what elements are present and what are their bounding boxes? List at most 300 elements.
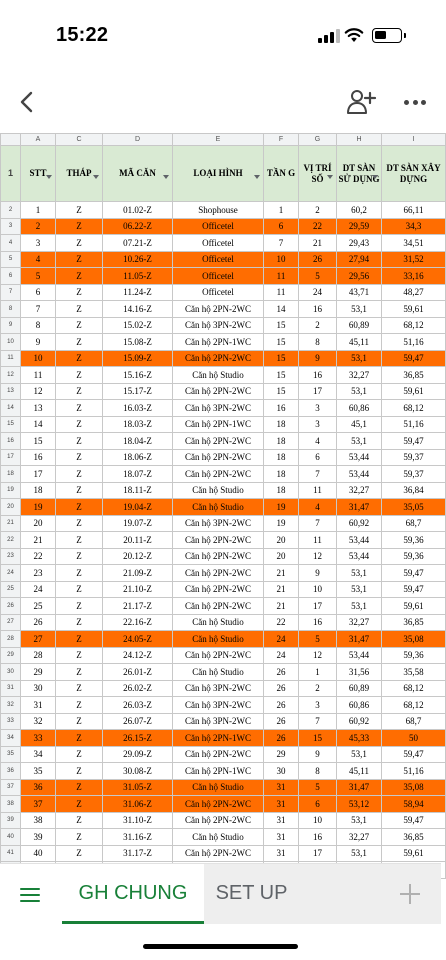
table-cell[interactable]: Z: [56, 367, 103, 384]
table-cell[interactable]: Căn hộ Studio: [173, 614, 264, 631]
row-number[interactable]: 25: [1, 581, 21, 598]
table-cell[interactable]: Căn hộ Studio: [173, 779, 264, 796]
table-cell[interactable]: Z: [56, 598, 103, 615]
column-letter[interactable]: H: [337, 134, 382, 146]
table-cell[interactable]: 43,71: [337, 284, 382, 301]
table-cell[interactable]: 18: [264, 466, 299, 483]
table-cell[interactable]: Căn hộ 2PN-2WC: [173, 548, 264, 565]
table-cell[interactable]: 8: [299, 334, 337, 351]
table-cell[interactable]: 26: [264, 664, 299, 681]
table-cell[interactable]: 3: [299, 697, 337, 714]
table-cell[interactable]: Z: [56, 565, 103, 582]
table-cell[interactable]: 7: [21, 301, 56, 318]
table-cell[interactable]: 29,56: [337, 268, 382, 285]
table-cell[interactable]: 60,92: [337, 713, 382, 730]
table-cell[interactable]: 35,58: [382, 664, 446, 681]
spreadsheet-grid[interactable]: [0, 133, 441, 863]
table-cell[interactable]: 26: [299, 251, 337, 268]
table-cell[interactable]: 60,86: [337, 400, 382, 417]
table-cell[interactable]: 59,36: [382, 548, 446, 565]
table-cell[interactable]: 68,12: [382, 400, 446, 417]
table-cell[interactable]: 59,37: [382, 449, 446, 466]
table-cell[interactable]: Căn hộ Studio: [173, 367, 264, 384]
table-cell[interactable]: 31,47: [337, 499, 382, 516]
table-cell[interactable]: 26.02-Z: [103, 680, 173, 697]
row-number[interactable]: 5: [1, 251, 21, 268]
table-cell[interactable]: 35,05: [382, 499, 446, 516]
table-cell[interactable]: 4: [299, 433, 337, 450]
table-cell[interactable]: 53,1: [337, 433, 382, 450]
table-cell[interactable]: 16: [21, 449, 56, 466]
table-cell[interactable]: 21.10-Z: [103, 581, 173, 598]
table-cell[interactable]: Z: [56, 532, 103, 549]
column-letter[interactable]: F: [264, 134, 299, 146]
table-cell[interactable]: 35: [21, 763, 56, 780]
table-cell[interactable]: 26: [264, 680, 299, 697]
table-cell[interactable]: 06.22-Z: [103, 218, 173, 235]
table-cell[interactable]: Căn hộ 2PN-2WC: [173, 581, 264, 598]
table-cell[interactable]: 68,12: [382, 697, 446, 714]
column-letter[interactable]: D: [103, 134, 173, 146]
table-cell[interactable]: 24.05-Z: [103, 631, 173, 648]
sheets-list-icon[interactable]: [20, 888, 40, 902]
table-cell[interactable]: 7: [299, 515, 337, 532]
row-number[interactable]: 12: [1, 367, 21, 384]
row-number[interactable]: 31: [1, 680, 21, 697]
table-cell[interactable]: 59,61: [382, 301, 446, 318]
row-number[interactable]: 34: [1, 730, 21, 747]
table-cell[interactable]: 66,11: [382, 202, 446, 219]
table-cell[interactable]: 7: [264, 235, 299, 252]
table-cell[interactable]: 16: [299, 367, 337, 384]
table-cell[interactable]: 22: [299, 218, 337, 235]
filter-dropdown-icon[interactable]: [46, 175, 52, 179]
table-cell[interactable]: 59,47: [382, 350, 446, 367]
table-cell[interactable]: 51,16: [382, 763, 446, 780]
table-cell[interactable]: 53,1: [337, 812, 382, 829]
table-cell[interactable]: 16: [299, 614, 337, 631]
table-cell[interactable]: 31: [264, 845, 299, 862]
table-cell[interactable]: 29,59: [337, 218, 382, 235]
row-number[interactable]: 24: [1, 565, 21, 582]
table-cell[interactable]: 8: [299, 763, 337, 780]
table-cell[interactable]: 15.17-Z: [103, 383, 173, 400]
table-cell[interactable]: Căn hộ 2PN-2WC: [173, 746, 264, 763]
table-cell[interactable]: Căn hộ Studio: [173, 482, 264, 499]
header-cell-dt-su-dung[interactable]: DT SÀN SỬ DỤNG: [337, 146, 382, 202]
header-cell-vi-tri[interactable]: VỊ TRÍ SỐ: [299, 146, 337, 202]
table-cell[interactable]: 31: [21, 697, 56, 714]
table-cell[interactable]: 21.09-Z: [103, 565, 173, 582]
table-cell[interactable]: 59,47: [382, 433, 446, 450]
row-number[interactable]: 33: [1, 713, 21, 730]
table-cell[interactable]: 53,12: [337, 796, 382, 813]
table-cell[interactable]: 6: [21, 284, 56, 301]
table-cell[interactable]: 5: [299, 779, 337, 796]
table-cell[interactable]: Z: [56, 647, 103, 664]
table-cell[interactable]: 25: [21, 598, 56, 615]
table-cell[interactable]: 10: [299, 812, 337, 829]
table-cell[interactable]: 15: [299, 730, 337, 747]
table-cell[interactable]: 68,12: [382, 680, 446, 697]
table-cell[interactable]: 3: [21, 235, 56, 252]
table-cell[interactable]: 33: [21, 730, 56, 747]
table-cell[interactable]: Z: [56, 466, 103, 483]
table-cell[interactable]: 45,11: [337, 334, 382, 351]
table-cell[interactable]: 3: [299, 400, 337, 417]
table-cell[interactable]: 12: [21, 383, 56, 400]
table-cell[interactable]: 33,16: [382, 268, 446, 285]
table-cell[interactable]: 59,47: [382, 812, 446, 829]
table-cell[interactable]: 29.09-Z: [103, 746, 173, 763]
row-number[interactable]: 23: [1, 548, 21, 565]
table-cell[interactable]: 32,27: [337, 614, 382, 631]
table-cell[interactable]: Căn hộ 2PN-2WC: [173, 812, 264, 829]
table-cell[interactable]: 17: [299, 845, 337, 862]
table-cell[interactable]: 7: [299, 466, 337, 483]
select-all-corner[interactable]: [1, 134, 21, 146]
table-cell[interactable]: Z: [56, 284, 103, 301]
header-cell-ma-can[interactable]: MÃ CĂN: [103, 146, 173, 202]
header-cell-stt[interactable]: STT: [21, 146, 56, 202]
table-cell[interactable]: 2: [299, 680, 337, 697]
table-cell[interactable]: 53,1: [337, 598, 382, 615]
table-cell[interactable]: 32,27: [337, 482, 382, 499]
table-cell[interactable]: Z: [56, 680, 103, 697]
table-cell[interactable]: Officetel: [173, 251, 264, 268]
row-number[interactable]: 19: [1, 482, 21, 499]
table-cell[interactable]: 24.12-Z: [103, 647, 173, 664]
table-cell[interactable]: 31.06-Z: [103, 796, 173, 813]
table-cell[interactable]: 31.16-Z: [103, 829, 173, 846]
row-number[interactable]: 29: [1, 647, 21, 664]
table-cell[interactable]: Z: [56, 548, 103, 565]
table-cell[interactable]: 36,84: [382, 482, 446, 499]
table-cell[interactable]: 53,1: [337, 581, 382, 598]
table-cell[interactable]: Căn hộ 2PN-1WC: [173, 334, 264, 351]
row-number[interactable]: 6: [1, 268, 21, 285]
table-cell[interactable]: 50: [382, 730, 446, 747]
table-cell[interactable]: 16.03-Z: [103, 400, 173, 417]
table-cell[interactable]: 15.08-Z: [103, 334, 173, 351]
table-cell[interactable]: Z: [56, 713, 103, 730]
row-number[interactable]: 37: [1, 779, 21, 796]
table-cell[interactable]: 11: [21, 367, 56, 384]
table-cell[interactable]: 11.05-Z: [103, 268, 173, 285]
table-cell[interactable]: 15.16-Z: [103, 367, 173, 384]
table-cell[interactable]: 14: [21, 416, 56, 433]
table-cell[interactable]: Căn hộ Studio: [173, 631, 264, 648]
table-cell[interactable]: 16: [264, 400, 299, 417]
table-cell[interactable]: 22: [21, 548, 56, 565]
table-cell[interactable]: 11: [299, 482, 337, 499]
row-number[interactable]: 9: [1, 317, 21, 334]
table-cell[interactable]: 26.01-Z: [103, 664, 173, 681]
table-cell[interactable]: Z: [56, 763, 103, 780]
table-cell[interactable]: 1: [21, 202, 56, 219]
table-cell[interactable]: 10: [299, 581, 337, 598]
table-cell[interactable]: 59,61: [382, 845, 446, 862]
table-cell[interactable]: 59,47: [382, 581, 446, 598]
table-cell[interactable]: 29: [264, 746, 299, 763]
table-cell[interactable]: 60,89: [337, 317, 382, 334]
table-cell[interactable]: Căn hộ Studio: [173, 829, 264, 846]
table-cell[interactable]: 40: [21, 845, 56, 862]
table-cell[interactable]: 10: [264, 251, 299, 268]
table-cell[interactable]: Z: [56, 416, 103, 433]
table-cell[interactable]: 8: [21, 317, 56, 334]
row-number[interactable]: 11: [1, 350, 21, 367]
table-cell[interactable]: 21: [299, 235, 337, 252]
table-cell[interactable]: 18.03-Z: [103, 416, 173, 433]
table-cell[interactable]: 60,2: [337, 202, 382, 219]
table-cell[interactable]: Căn hộ 2PN-2WC: [173, 532, 264, 549]
column-letter[interactable]: E: [173, 134, 264, 146]
table-cell[interactable]: 29,43: [337, 235, 382, 252]
table-cell[interactable]: 1: [299, 664, 337, 681]
table-cell[interactable]: 9: [299, 746, 337, 763]
table-cell[interactable]: Căn hộ 2PN-2WC: [173, 433, 264, 450]
table-cell[interactable]: Z: [56, 746, 103, 763]
filter-dropdown-icon[interactable]: [163, 175, 169, 179]
table-cell[interactable]: Z: [56, 845, 103, 862]
table-cell[interactable]: 9: [21, 334, 56, 351]
table-cell[interactable]: 18: [264, 416, 299, 433]
table-cell[interactable]: Căn hộ 2PN-1WC: [173, 416, 264, 433]
table-cell[interactable]: 53,1: [337, 746, 382, 763]
row-number[interactable]: 21: [1, 515, 21, 532]
row-number[interactable]: 7: [1, 284, 21, 301]
table-cell[interactable]: Căn hộ Studio: [173, 664, 264, 681]
table-cell[interactable]: 20.11-Z: [103, 532, 173, 549]
table-cell[interactable]: 24: [264, 647, 299, 664]
table-cell[interactable]: Officetel: [173, 284, 264, 301]
table-cell[interactable]: 36,85: [382, 829, 446, 846]
table-cell[interactable]: Z: [56, 482, 103, 499]
table-cell[interactable]: 21: [264, 581, 299, 598]
table-cell[interactable]: 31,56: [337, 664, 382, 681]
column-letter[interactable]: C: [56, 134, 103, 146]
table-cell[interactable]: 11: [264, 268, 299, 285]
table-cell[interactable]: 34,3: [382, 218, 446, 235]
table-cell[interactable]: 31: [264, 829, 299, 846]
table-cell[interactable]: 9: [299, 350, 337, 367]
table-cell[interactable]: 59,61: [382, 598, 446, 615]
table-cell[interactable]: Căn hộ 2PN-2WC: [173, 301, 264, 318]
table-cell[interactable]: 10: [21, 350, 56, 367]
table-cell[interactable]: Căn hộ Studio: [173, 499, 264, 516]
table-cell[interactable]: Z: [56, 664, 103, 681]
table-cell[interactable]: 12: [299, 647, 337, 664]
table-cell[interactable]: 18: [264, 433, 299, 450]
table-cell[interactable]: Z: [56, 383, 103, 400]
table-cell[interactable]: 60,89: [337, 680, 382, 697]
filter-dropdown-icon[interactable]: [93, 175, 99, 179]
table-cell[interactable]: 53,44: [337, 548, 382, 565]
table-cell[interactable]: 21.17-Z: [103, 598, 173, 615]
table-cell[interactable]: 6: [299, 796, 337, 813]
table-cell[interactable]: Z: [56, 812, 103, 829]
filter-dropdown-icon[interactable]: [327, 175, 333, 179]
table-cell[interactable]: 14: [264, 301, 299, 318]
table-cell[interactable]: 37: [21, 796, 56, 813]
table-cell[interactable]: 59,36: [382, 532, 446, 549]
table-cell[interactable]: Căn hộ 3PN-2WC: [173, 697, 264, 714]
table-cell[interactable]: 32,27: [337, 367, 382, 384]
table-cell[interactable]: Căn hộ 2PN-2WC: [173, 796, 264, 813]
row-number[interactable]: 20: [1, 499, 21, 516]
row-number[interactable]: 26: [1, 598, 21, 615]
table-cell[interactable]: Z: [56, 202, 103, 219]
table-cell[interactable]: 53,1: [337, 350, 382, 367]
row-number[interactable]: 35: [1, 746, 21, 763]
table-cell[interactable]: 59,36: [382, 647, 446, 664]
table-cell[interactable]: Z: [56, 334, 103, 351]
header-cell-tang[interactable]: TẦN G: [264, 146, 299, 202]
table-cell[interactable]: Z: [56, 350, 103, 367]
table-cell[interactable]: 36: [21, 779, 56, 796]
table-cell[interactable]: 16: [299, 829, 337, 846]
table-cell[interactable]: Căn hộ 2PN-2WC: [173, 647, 264, 664]
row-number[interactable]: 40: [1, 829, 21, 846]
table-cell[interactable]: Z: [56, 581, 103, 598]
table-cell[interactable]: 20: [264, 548, 299, 565]
table-cell[interactable]: 19: [264, 499, 299, 516]
row-number[interactable]: 28: [1, 631, 21, 648]
table-cell[interactable]: 53,1: [337, 383, 382, 400]
table-cell[interactable]: 18.06-Z: [103, 449, 173, 466]
row-number[interactable]: 14: [1, 400, 21, 417]
table-cell[interactable]: Z: [56, 268, 103, 285]
table-cell[interactable]: 22.16-Z: [103, 614, 173, 631]
table-cell[interactable]: Z: [56, 251, 103, 268]
row-number[interactable]: 2: [1, 202, 21, 219]
more-horizontal-icon[interactable]: [404, 100, 426, 106]
table-cell[interactable]: Z: [56, 631, 103, 648]
header-cell-dt-xay-dung[interactable]: DT SÀN XÂY DỰNG: [382, 146, 446, 202]
row-number[interactable]: 4: [1, 235, 21, 252]
table-cell[interactable]: 30.08-Z: [103, 763, 173, 780]
table-cell[interactable]: 24: [264, 631, 299, 648]
table-cell[interactable]: 34: [21, 746, 56, 763]
table-cell[interactable]: 31,52: [382, 251, 446, 268]
table-cell[interactable]: 15: [264, 367, 299, 384]
table-cell[interactable]: 17: [299, 383, 337, 400]
table-cell[interactable]: 27,94: [337, 251, 382, 268]
table-cell[interactable]: Z: [56, 614, 103, 631]
table-cell[interactable]: 45,33: [337, 730, 382, 747]
table-cell[interactable]: Shophouse: [173, 202, 264, 219]
table-cell[interactable]: 2: [299, 202, 337, 219]
table-cell[interactable]: 22: [264, 614, 299, 631]
table-cell[interactable]: Officetel: [173, 218, 264, 235]
table-cell[interactable]: 26.15-Z: [103, 730, 173, 747]
row-number[interactable]: 18: [1, 466, 21, 483]
table-cell[interactable]: 36,85: [382, 614, 446, 631]
table-cell[interactable]: 2: [21, 218, 56, 235]
table-cell[interactable]: 59,47: [382, 565, 446, 582]
table-cell[interactable]: 32: [21, 713, 56, 730]
table-cell[interactable]: 45,1: [337, 416, 382, 433]
table-cell[interactable]: 30: [264, 763, 299, 780]
table-cell[interactable]: 26: [264, 730, 299, 747]
row-number[interactable]: 39: [1, 812, 21, 829]
table-cell[interactable]: Z: [56, 218, 103, 235]
table-cell[interactable]: Căn hộ 3PN-2WC: [173, 400, 264, 417]
table-cell[interactable]: 19: [264, 515, 299, 532]
table-cell[interactable]: 24: [21, 581, 56, 598]
table-cell[interactable]: Z: [56, 499, 103, 516]
row-number[interactable]: 38: [1, 796, 21, 813]
row-number[interactable]: 36: [1, 763, 21, 780]
table-cell[interactable]: Căn hộ 2PN-1WC: [173, 763, 264, 780]
table-cell[interactable]: 5: [299, 268, 337, 285]
table-cell[interactable]: Officetel: [173, 268, 264, 285]
filter-dropdown-icon[interactable]: [254, 175, 260, 179]
table-cell[interactable]: 60,86: [337, 697, 382, 714]
table-cell[interactable]: Z: [56, 301, 103, 318]
table-cell[interactable]: 35,08: [382, 779, 446, 796]
row-number[interactable]: 15: [1, 416, 21, 433]
table-cell[interactable]: 2: [299, 317, 337, 334]
table-cell[interactable]: 19.07-Z: [103, 515, 173, 532]
table-cell[interactable]: 48,27: [382, 284, 446, 301]
table-cell[interactable]: 07.21-Z: [103, 235, 173, 252]
table-cell[interactable]: 53,44: [337, 449, 382, 466]
table-cell[interactable]: Căn hộ 2PN-2WC: [173, 350, 264, 367]
table-cell[interactable]: 53,1: [337, 565, 382, 582]
table-cell[interactable]: Căn hộ 3PN-2WC: [173, 713, 264, 730]
table-cell[interactable]: 68,7: [382, 515, 446, 532]
table-cell[interactable]: 26.03-Z: [103, 697, 173, 714]
table-cell[interactable]: Căn hộ 2PN-2WC: [173, 598, 264, 615]
column-letter[interactable]: G: [299, 134, 337, 146]
table-cell[interactable]: 18.04-Z: [103, 433, 173, 450]
table-cell[interactable]: 53,1: [337, 845, 382, 862]
row-number[interactable]: 22: [1, 532, 21, 549]
table-cell[interactable]: 20: [21, 515, 56, 532]
table-cell[interactable]: Z: [56, 730, 103, 747]
table-cell[interactable]: 29: [21, 664, 56, 681]
table-cell[interactable]: 35,08: [382, 631, 446, 648]
table-cell[interactable]: 20.12-Z: [103, 548, 173, 565]
table-cell[interactable]: 4: [21, 251, 56, 268]
table-cell[interactable]: Căn hộ 2PN-2WC: [173, 466, 264, 483]
table-cell[interactable]: 68,12: [382, 317, 446, 334]
table-cell[interactable]: 7: [299, 713, 337, 730]
table-cell[interactable]: Z: [56, 235, 103, 252]
table-cell[interactable]: 59,61: [382, 383, 446, 400]
table-cell[interactable]: 01.02-Z: [103, 202, 173, 219]
table-cell[interactable]: 24: [299, 284, 337, 301]
table-cell[interactable]: 18.11-Z: [103, 482, 173, 499]
row-number[interactable]: 30: [1, 664, 21, 681]
table-cell[interactable]: 15: [21, 433, 56, 450]
table-cell[interactable]: 1: [264, 202, 299, 219]
table-cell[interactable]: 5: [21, 268, 56, 285]
table-cell[interactable]: Căn hộ 3PN-2WC: [173, 515, 264, 532]
table-cell[interactable]: 31: [264, 779, 299, 796]
table-cell[interactable]: Officetel: [173, 235, 264, 252]
table-cell[interactable]: 31,47: [337, 631, 382, 648]
table-cell[interactable]: 15.02-Z: [103, 317, 173, 334]
column-letter[interactable]: I: [382, 134, 446, 146]
table-cell[interactable]: 21: [264, 598, 299, 615]
table-cell[interactable]: Z: [56, 400, 103, 417]
table-cell[interactable]: 11: [299, 532, 337, 549]
table-cell[interactable]: Căn hộ 2PN-1WC: [173, 730, 264, 747]
table-cell[interactable]: 6: [299, 449, 337, 466]
